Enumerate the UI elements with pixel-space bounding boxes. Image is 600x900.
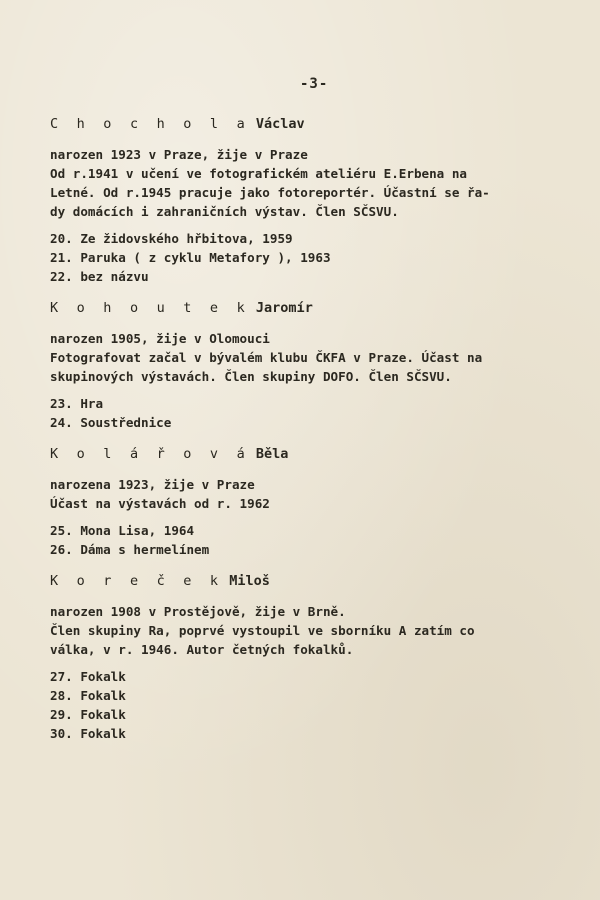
artist-bio bbox=[50, 475, 590, 513]
work-item: 20. Ze židovského hřbitova, 1959 bbox=[50, 231, 293, 246]
artist-surname: K o r e č e k bbox=[50, 573, 224, 589]
bio-line: narozen 1923 v Praze, žije v Praze bbox=[50, 147, 308, 162]
bio-line: Účast na výstavách od r. 1962 bbox=[50, 496, 270, 511]
bio-line: válka, v r. 1946. Autor četných fokalků. bbox=[50, 642, 354, 657]
artist-bio bbox=[50, 602, 590, 659]
artist-name bbox=[50, 446, 590, 462]
bio-line: dy domácích i zahraničních výstav. Člen SČSVU. bbox=[50, 204, 399, 219]
bio-line: narozen 1908 v Prostějově, žije v Brně. bbox=[50, 604, 346, 619]
work-item: 21. Paruka ( z cyklu Metafory ), 1963 bbox=[50, 250, 331, 265]
work-item: 26. Dáma s hermelínem bbox=[50, 542, 210, 557]
artist-surname: K o l á ř o v á bbox=[50, 446, 250, 462]
works-list bbox=[50, 521, 590, 559]
bio-line: skupinových výstavách. Člen skupiny DOFO. Člen SČSVU. bbox=[50, 369, 452, 384]
artist-surname: C h o c h o l a bbox=[50, 116, 250, 132]
bio-line: narozen 1905, žije v Olomouci bbox=[50, 331, 270, 346]
artist-entry bbox=[50, 300, 590, 432]
artist-entry bbox=[50, 573, 590, 743]
work-item: 23. Hra bbox=[50, 396, 104, 411]
page-number: -3- bbox=[300, 76, 329, 92]
artist-given-name: Miloš bbox=[229, 573, 270, 589]
artist-surname: K o h o u t e k bbox=[50, 300, 250, 316]
work-item: 28. Fokalk bbox=[50, 688, 126, 703]
artist-given-name: Jaromír bbox=[255, 300, 313, 316]
works-list bbox=[50, 394, 590, 432]
artist-name bbox=[50, 573, 590, 589]
works-list bbox=[50, 229, 590, 286]
artist-given-name: Václav bbox=[255, 116, 305, 132]
work-item: 29. Fokalk bbox=[50, 707, 126, 722]
artist-name bbox=[50, 116, 590, 132]
work-item: 22. bez názvu bbox=[50, 269, 149, 284]
content-body bbox=[50, 116, 590, 757]
artist-name bbox=[50, 300, 590, 316]
artist-given-name: Běla bbox=[255, 446, 289, 462]
bio-line: Letné. Od r.1945 pracuje jako fotoreportér. Účastní se řa- bbox=[50, 185, 490, 200]
work-item: 27. Fokalk bbox=[50, 669, 126, 684]
work-item: 25. Mona Lisa, 1964 bbox=[50, 523, 195, 538]
bio-line: narozena 1923, žije v Praze bbox=[50, 477, 255, 492]
bio-line: Od r.1941 v učení ve fotografickém ateliéru E.Erbena na bbox=[50, 166, 468, 181]
work-item: 24. Soustřednice bbox=[50, 415, 172, 430]
work-item: 30. Fokalk bbox=[50, 726, 126, 741]
artist-bio bbox=[50, 329, 590, 386]
artist-entry bbox=[50, 116, 590, 286]
works-list bbox=[50, 667, 590, 743]
artist-bio bbox=[50, 145, 590, 221]
artist-entry bbox=[50, 446, 590, 559]
bio-line: Člen skupiny Ra, poprvé vystoupil ve sborníku A zatím co bbox=[50, 623, 475, 638]
bio-line: Fotografovat začal v bývalém klubu ČKFA v Praze. Účast na bbox=[50, 350, 483, 365]
